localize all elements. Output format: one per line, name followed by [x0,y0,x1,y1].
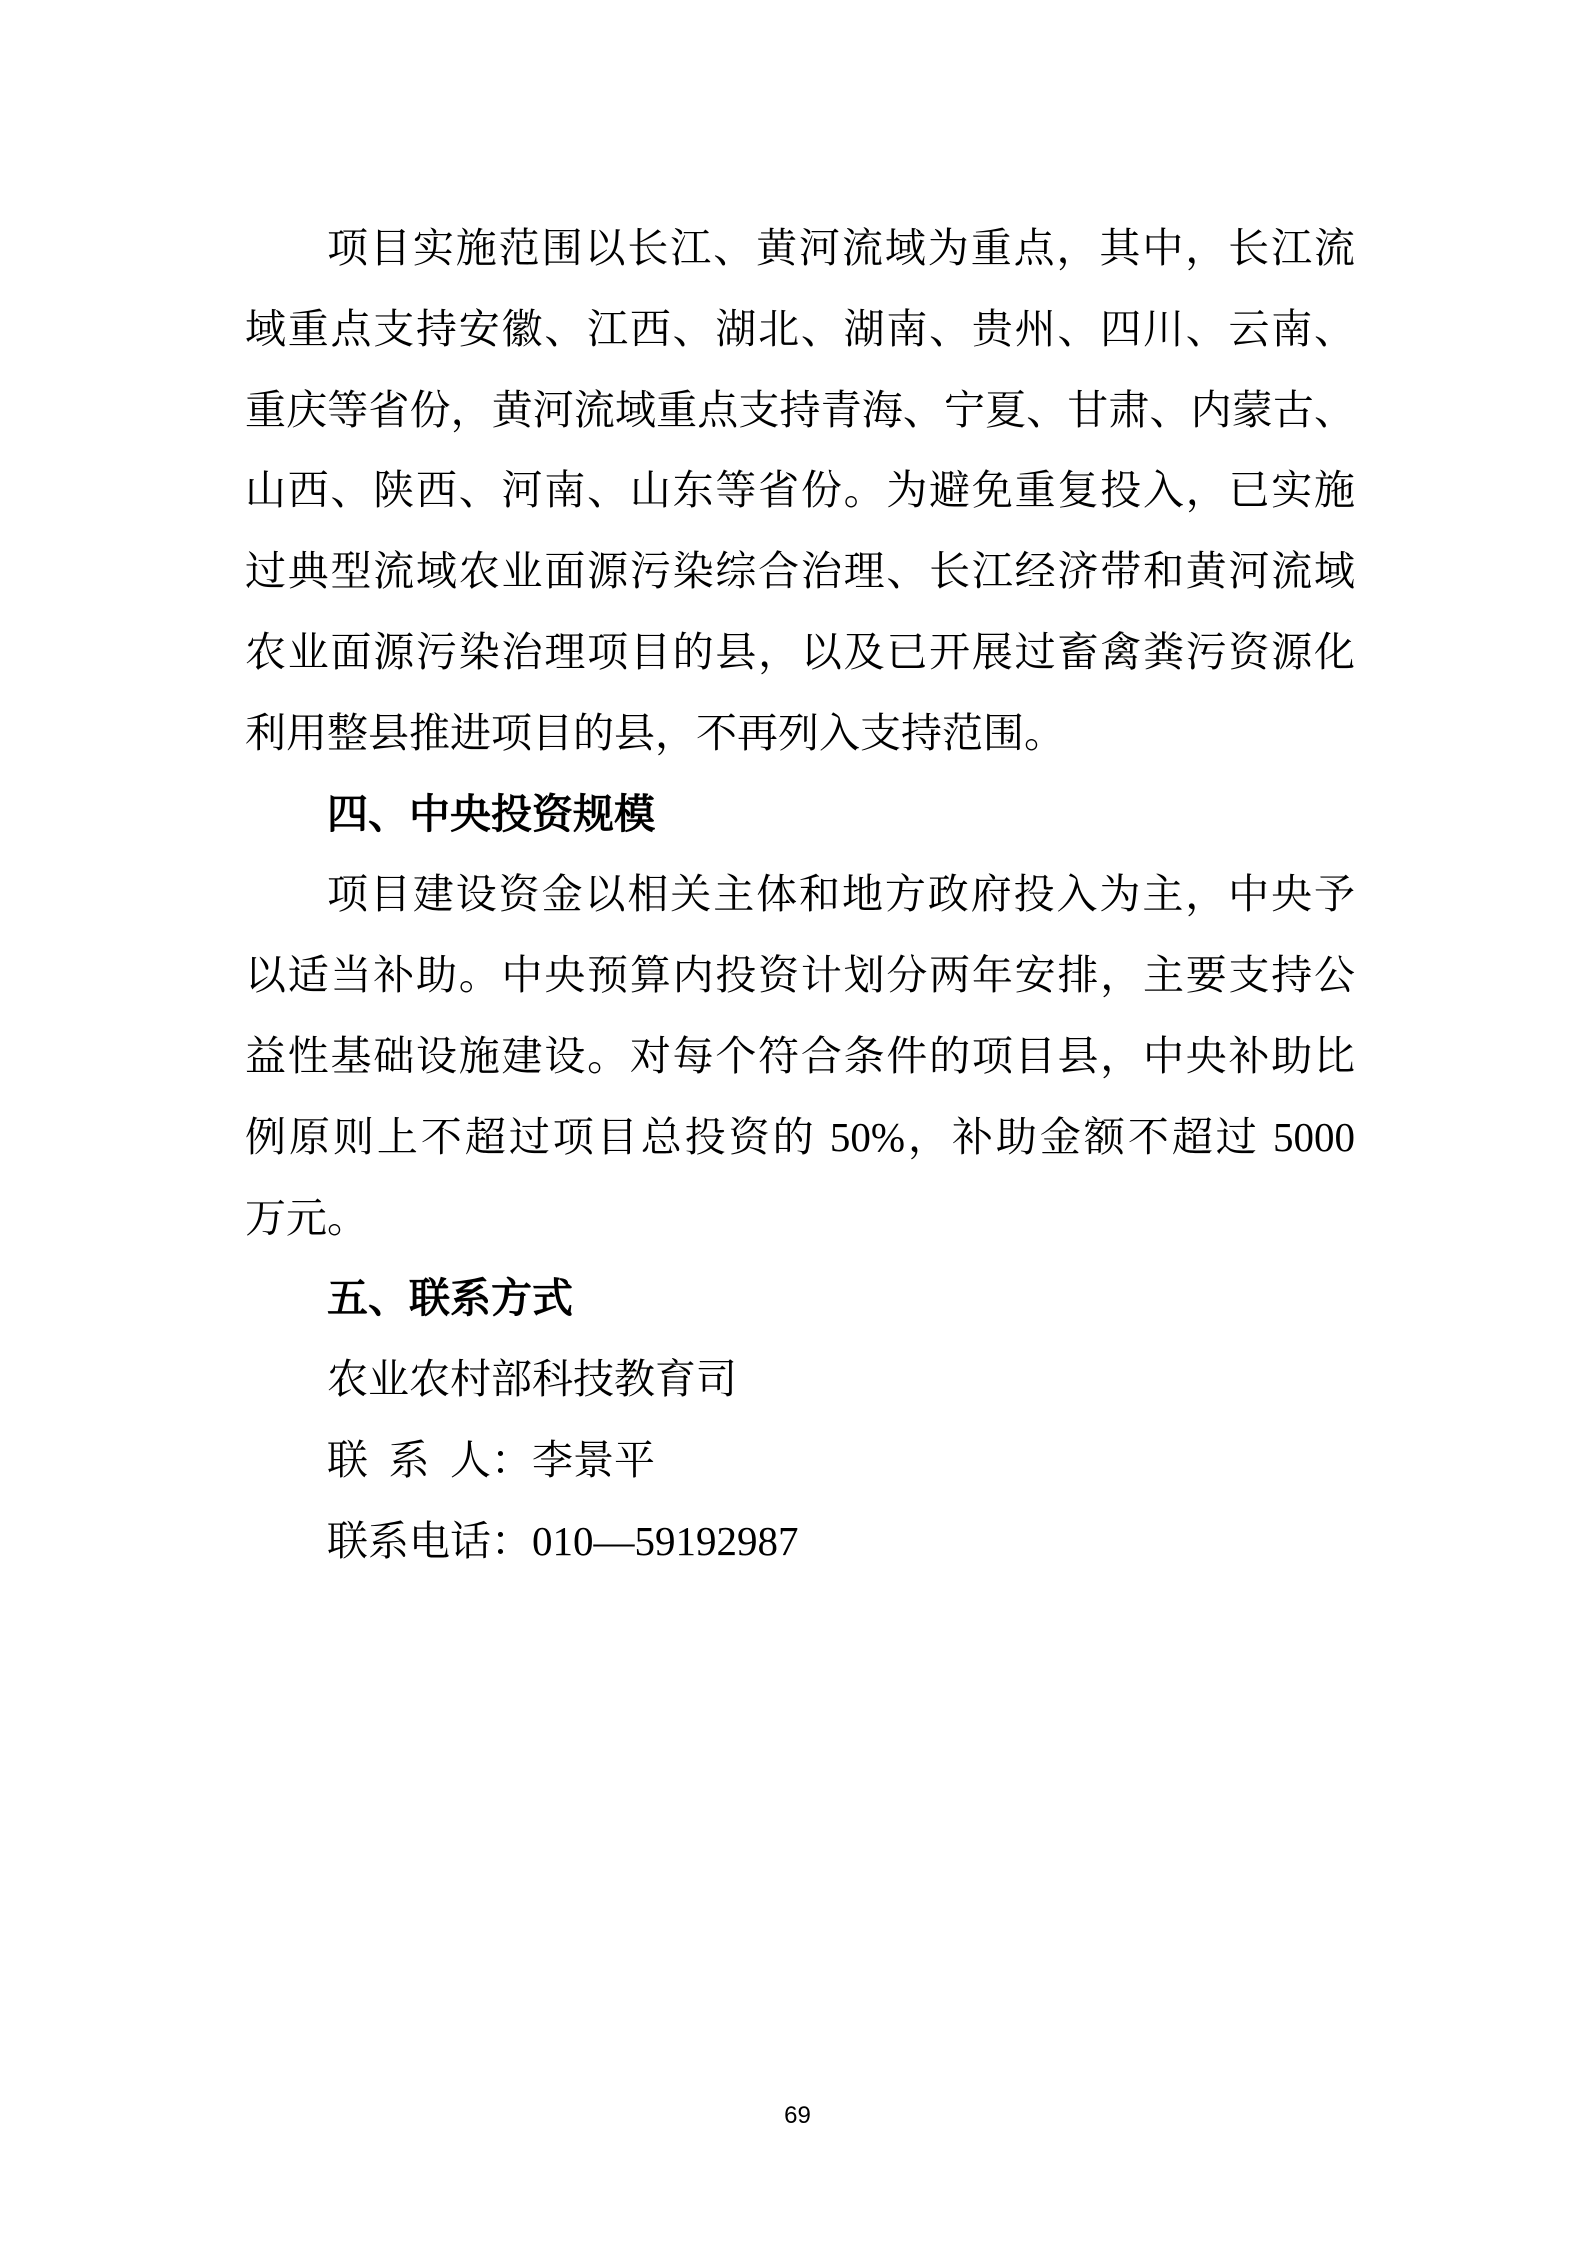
section-heading-investment: 四、中央投资规模 [327,790,655,837]
investment-paragraph-line: 万元。 [245,1194,368,1241]
scope-paragraph-line: 重庆等省份，黄河流域重点支持青海、宁夏、甘肃、内蒙古、 [245,386,1355,433]
investment-paragraph-line: 项目建设资金以相关主体和地方政府投入为主，中央予 [327,871,1355,918]
section-heading-contact: 五、联系方式 [327,1275,573,1322]
scope-paragraph-line: 过典型流域农业面源污染综合治理、长江经济带和黄河流域 [245,548,1355,595]
scope-paragraph-line: 项目实施范围以长江、黄河流域为重点，其中，长江流 [327,225,1355,271]
investment-paragraph-line: 益性基础设施建设。对每个符合条件的项目县，中央补助比 [245,1032,1355,1079]
investment-paragraph-line: 例原则上不超过项目总投资的 50%，补助金额不超过 5000 [245,1113,1355,1160]
scope-paragraph-line: 山西、陕西、河南、山东等省份。为避免重复投入，已实施 [245,467,1355,514]
scope-paragraph-line: 农业面源污染治理项目的县，以及已开展过畜禽粪污资源化 [245,628,1355,675]
document-body [245,208,1355,1582]
scope-paragraph-line: 利用整县推进项目的县，不再列入支持范围。 [245,709,1065,756]
contact-department: 农业农村部科技教育司 [327,1356,737,1403]
contact-phone: 联系电话：010—59192987 [327,1517,799,1564]
page-number: 69 [784,2102,811,2129]
investment-paragraph-line: 以适当补助。中央预算内投资计划分两年安排，主要支持公 [245,952,1355,999]
scope-paragraph-line: 域重点支持安徽、江西、湖北、湖南、贵州、四川、云南、 [245,305,1355,352]
contact-person: 联 系 人：李景平 [327,1436,655,1483]
